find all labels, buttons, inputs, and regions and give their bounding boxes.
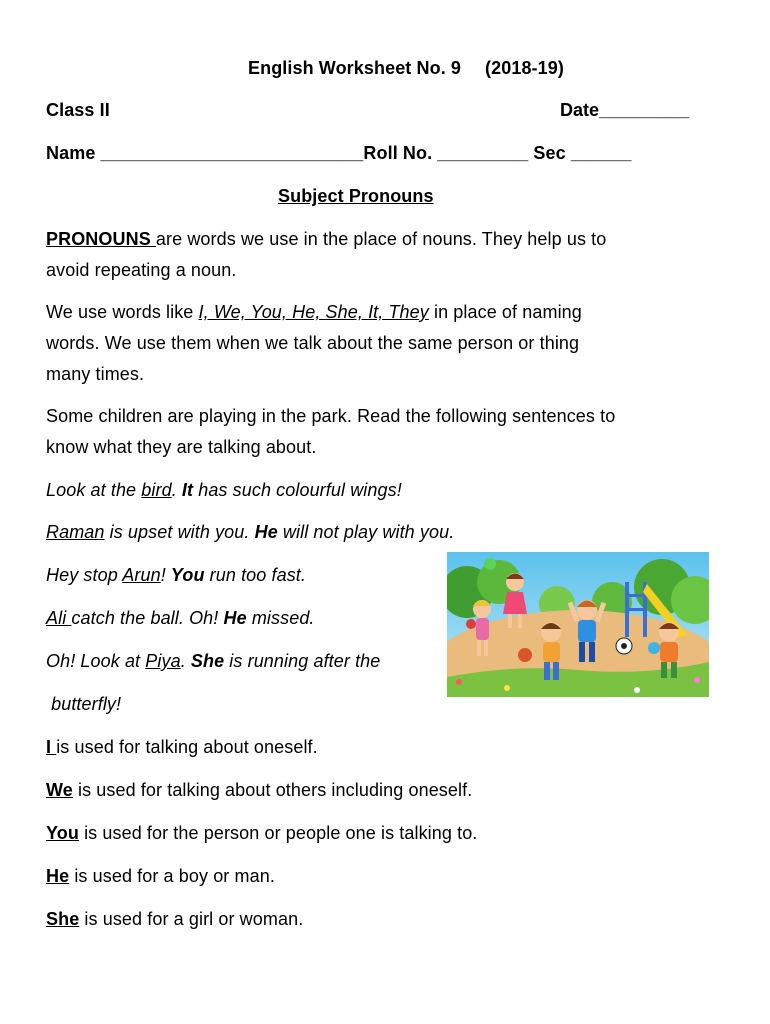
usage-line-1: [46, 302, 582, 322]
park-line-2: know what they are talking about.: [46, 437, 317, 457]
example-pronoun: He: [254, 522, 278, 542]
pronoun-list: I, We, You, He, She, It, They: [198, 302, 429, 322]
park-line-1: Some children are playing in the park. Read the following sentences to: [46, 406, 616, 426]
example-text: .: [180, 651, 191, 671]
example-noun: Raman: [46, 522, 105, 542]
section-field: Sec ______: [533, 143, 632, 163]
example-noun: Piya: [145, 651, 181, 671]
rule-he: [46, 866, 275, 886]
example-text: is upset with you.: [104, 522, 255, 542]
rule-text: is used for talking about others including oneself.: [72, 780, 473, 800]
rule-pronoun: We: [46, 780, 73, 800]
usage-text-end: in place of naming: [428, 302, 582, 322]
example-text: catch the ball. Oh!: [71, 608, 224, 628]
example-sentence-2: [46, 522, 454, 542]
ball-icon: [518, 648, 532, 662]
example-pronoun: It: [181, 480, 194, 500]
park-illustration: [447, 552, 709, 697]
football-icon: [616, 638, 632, 654]
example-sentence-1: [46, 480, 402, 500]
section-heading: Subject Pronouns: [278, 186, 434, 206]
title-text: English Worksheet No. 9: [248, 58, 462, 78]
rule-pronoun: She: [46, 909, 80, 929]
rule-text: is used for a boy or man.: [69, 866, 275, 886]
roll-number-field: Roll No. _________: [363, 143, 529, 163]
rule-we: [46, 780, 472, 800]
example-text: !: [160, 565, 171, 585]
example-noun: Ali: [46, 608, 72, 628]
rule-text: is used for a girl or woman.: [79, 909, 304, 929]
example-text: Oh! Look at: [46, 651, 146, 671]
example-text: is running after the: [224, 651, 381, 671]
rule-i: [46, 737, 318, 757]
intro-line-2: avoid repeating a noun.: [46, 260, 237, 280]
rule-she: [46, 909, 303, 929]
park-scene-image: [447, 552, 709, 697]
example-text: has such colourful wings!: [193, 480, 402, 500]
name-roll-sec-line: [46, 143, 632, 163]
example-text: run too fast.: [204, 565, 307, 585]
intro-line-1: [46, 229, 606, 249]
example-sentence-3: [46, 565, 306, 585]
example-noun: bird: [141, 480, 172, 500]
example-text: Look at the: [46, 480, 142, 500]
example-sentence-5: [46, 651, 380, 671]
rule-you: [46, 823, 477, 843]
example-sentence-5-cont: butterfly!: [46, 694, 122, 714]
pronouns-term: PRONOUNS: [46, 229, 156, 249]
example-text: Hey stop: [46, 565, 123, 585]
intro-text: are words we use in the place of nouns. They help us to: [155, 229, 607, 249]
rule-pronoun: He: [46, 866, 70, 886]
example-noun: Arun: [122, 565, 161, 585]
example-pronoun: He: [223, 608, 247, 628]
rule-text: is used for talking about oneself.: [56, 737, 318, 757]
date-field: Date_________: [560, 100, 690, 120]
session-year: (2018-19): [485, 58, 564, 78]
usage-line-3: many times.: [46, 364, 145, 384]
usage-text: We use words like: [46, 302, 199, 322]
class-label: Class II: [46, 100, 110, 120]
rule-pronoun: I: [46, 737, 57, 757]
example-pronoun: You: [170, 565, 205, 585]
usage-line-2: words. We use them when we talk about the same person or thing: [46, 333, 580, 353]
example-text: .: [171, 480, 182, 500]
rule-text: is used for the person or people one is talking to.: [78, 823, 478, 843]
example-text: missed.: [246, 608, 315, 628]
name-field: Name __________________________: [46, 143, 364, 163]
rule-pronoun: You: [46, 823, 79, 843]
example-sentence-4: [46, 608, 315, 628]
example-text: will not play with you.: [277, 522, 455, 542]
example-pronoun: She: [190, 651, 225, 671]
worksheet-title: [248, 58, 564, 78]
